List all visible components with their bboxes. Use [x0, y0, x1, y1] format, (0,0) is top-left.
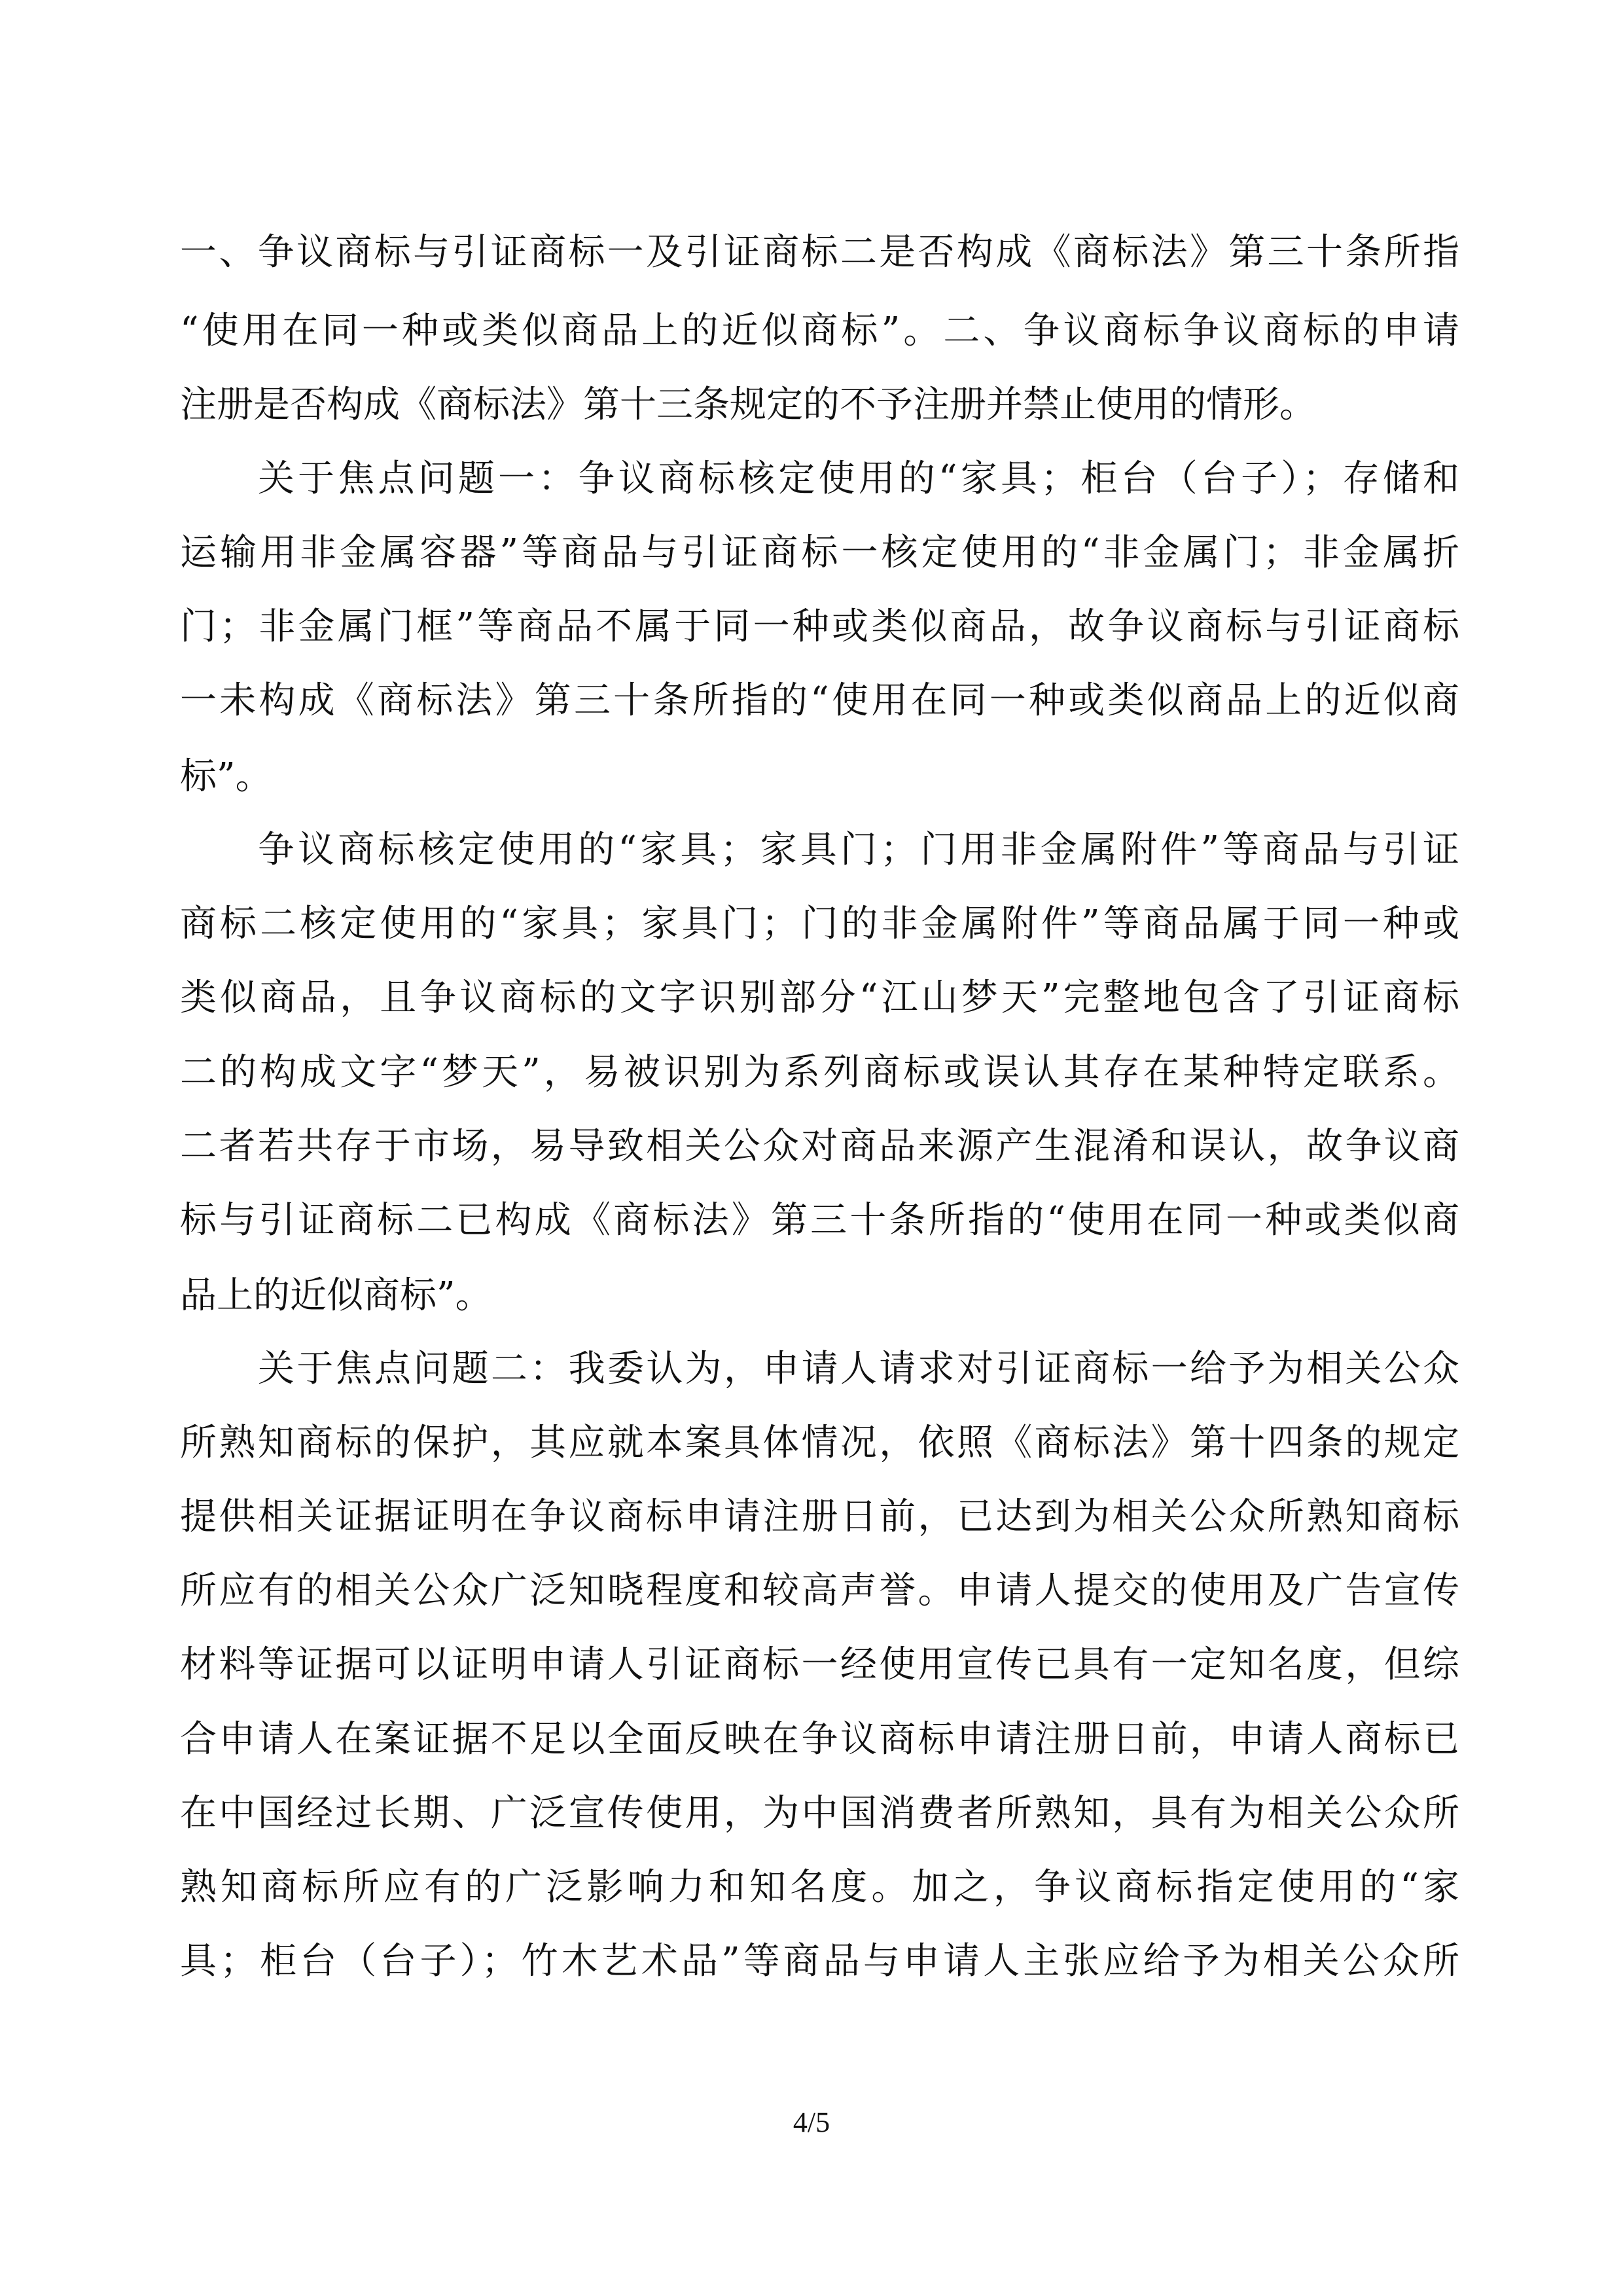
- paragraph-4-line-7: 在中国经过长期、广泛宣传使用，为中国消费者所熟知，具有为相关公众所: [180, 1792, 1459, 1835]
- paragraph-4-line-6: 合申请人在案证据不足以全面反映在争议商标申请注册日前，申请人商标已: [180, 1718, 1459, 1761]
- paragraph-1-line-1: 一、争议商标与引证商标一及引证商标二是否构成《商标法》第三十条所指: [180, 231, 1459, 274]
- paragraph-2-line-5: 标”。: [180, 755, 272, 798]
- paragraph-4-line-9: 具；柜台（台子）；竹木艺术品”等商品与申请人主张应给予为相关公众所: [180, 1940, 1459, 1982]
- paragraph-4-line-2: 所熟知商标的保护，其应就本案具体情况，依照《商标法》第十四条的规定: [180, 1422, 1459, 1464]
- paragraph-3-line-5: 二者若共存于市场，易导致相关公众对商品来源产生混淆和误认，故争议商: [180, 1125, 1459, 1168]
- paragraph-3-line-6: 标与引证商标二已构成《商标法》第三十条所指的“使用在同一种或类似商: [180, 1199, 1459, 1242]
- paragraph-1-line-2: “使用在同一种或类似商品上的近似商标”。二、争议商标争议商标的申请: [180, 310, 1459, 352]
- paragraph-2-line-4: 一未构成《商标法》第三十条所指的“使用在同一种或类似商品上的近似商: [180, 679, 1459, 722]
- paragraph-4-line-4: 所应有的相关公众广泛知晓程度和较高声誉。申请人提交的使用及广告宣传: [180, 1570, 1459, 1612]
- paragraph-4-line-8: 熟知商标所应有的广泛影响力和知名度。加之，争议商标指定使用的“家: [180, 1866, 1459, 1909]
- paragraph-4-line-5: 材料等证据可以证明申请人引证商标一经使用宣传已具有一定知名度，但综: [180, 1643, 1459, 1686]
- paragraph-3-line-1: 争议商标核定使用的“家具；家具门；门用非金属附件”等商品与引证: [258, 829, 1459, 871]
- paragraph-4-line-1: 关于焦点问题二：我委认为，申请人请求对引证商标一给予为相关公众: [258, 1348, 1459, 1390]
- page-number: 4/5: [793, 2106, 830, 2138]
- paragraph-1-line-3: 注册是否构成《商标法》第十三条规定的不予注册并禁止使用的情形。: [180, 384, 1316, 426]
- paragraph-3-line-4: 二的构成文字“梦天”，易被识别为系列商标或误认其存在某种特定联系。: [180, 1051, 1459, 1094]
- paragraph-3-line-7: 品上的近似商标”。: [180, 1274, 492, 1317]
- paragraph-3-line-2: 商标二核定使用的“家具；家具门；门的非金属附件”等商品属于同一种或: [180, 903, 1459, 945]
- paragraph-2-line-2: 运输用非金属容器”等商品与引证商标一核定使用的“非金属门；非金属折: [180, 531, 1459, 574]
- paragraph-2-line-1: 关于焦点问题一：争议商标核定使用的“家具；柜台（台子）；存储和: [258, 457, 1459, 500]
- paragraph-4-line-3: 提供相关证据证明在争议商标申请注册日前，已达到为相关公众所熟知商标: [180, 1496, 1459, 1538]
- paragraph-3-line-3: 类似商品，且争议商标的文字识别部分“江山梦天”完整地包含了引证商标: [180, 977, 1459, 1019]
- paragraph-2-line-3: 门；非金属门框”等商品不属于同一种或类似商品，故争议商标与引证商标: [180, 605, 1459, 648]
